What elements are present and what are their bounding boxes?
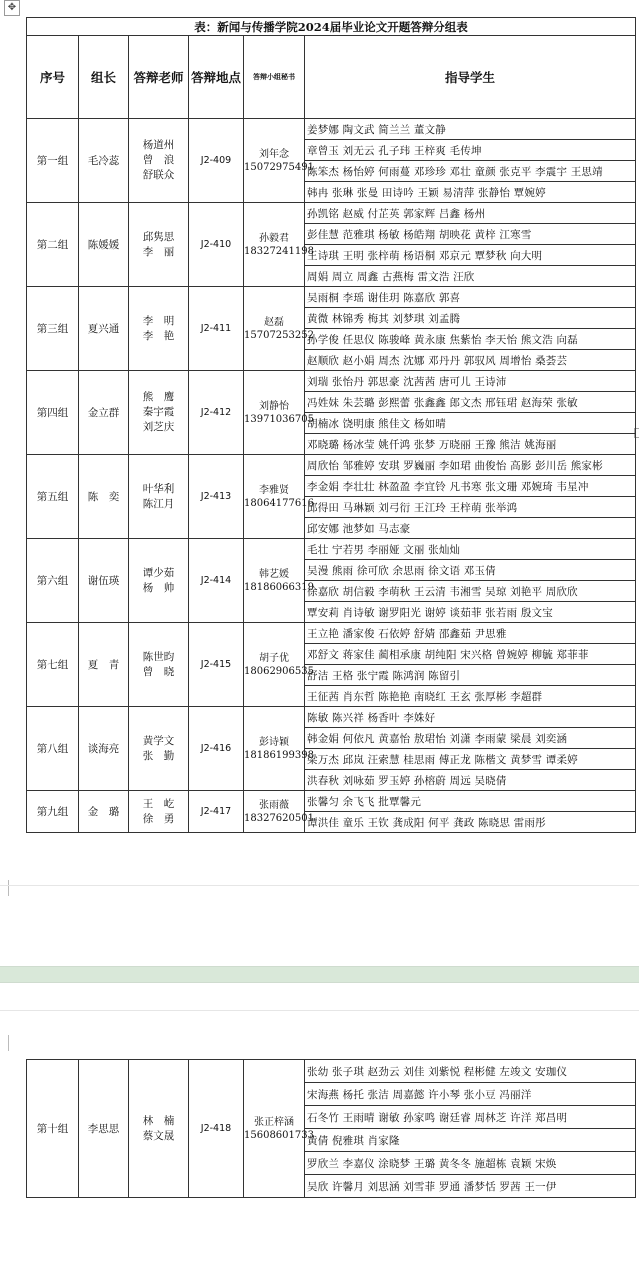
table-row [27, 1060, 636, 1083]
group-teachers [129, 455, 189, 539]
secretary-phone: 13971036705 [244, 413, 314, 425]
secretary-name: 张雨薇 [259, 799, 289, 811]
student-list-line: 彭佳慧 范雅琪 杨敏 杨皓翔 胡映花 黄梓 江寒雪 [305, 224, 636, 245]
group-leader: 金 璐 [79, 791, 129, 833]
table-row [27, 791, 636, 812]
secretary-phone: 18186199398 [244, 749, 314, 761]
group-number: 第六组 [27, 539, 79, 623]
group-leader: 毛冷蕊 [79, 119, 129, 203]
group-leader: 陈媛媛 [79, 203, 129, 287]
group-number: 第十组 [27, 1060, 79, 1198]
page-corner-mark [8, 880, 9, 896]
student-list-line: 刘瑞 张怡丹 郭思豪 沈茜茜 唐可儿 王诗沛 [305, 371, 636, 392]
teacher-name: 徐 勇 [142, 812, 175, 825]
student-list-line: 徐嘉欣 胡信毅 李萌秋 王云清 韦湘雪 吴琼 刘艳平 周欣欣 [305, 581, 636, 602]
group-secretary [244, 539, 314, 623]
teacher-name: 邱隽思 [142, 230, 175, 243]
table-row [27, 623, 636, 644]
group-leader: 谢伍瑛 [79, 539, 129, 623]
page-gap-bar [0, 966, 639, 983]
student-list-line: 邱安娜 池梦如 马志豪 [305, 518, 636, 539]
teacher-name: 舒联众 [142, 169, 175, 181]
teacher-name: 李 明 [142, 314, 175, 327]
group-location: J2-416 [189, 707, 244, 791]
header-leader: 组长 [79, 36, 129, 119]
student-list-line: 陈笨杰 杨怡婷 何雨蔓 邓珍珍 邓壮 童颜 张克平 李震宇 王思靖 [305, 161, 636, 182]
student-list-line: 石冬竹 王雨晴 谢敏 孙家鸣 谢廷睿 周林芝 许洋 郑昌明 [305, 1106, 636, 1129]
student-list-line: 赵顺欣 赵小娟 周杰 沈娜 邓丹丹 郭驭风 周增怡 桑荟芸 [305, 350, 636, 371]
secretary-phone: 18062906535 [244, 665, 314, 677]
student-list-line: 王征茜 肖东哲 陈艳艳 南晓红 王玄 张厚彬 李超群 [305, 686, 636, 707]
teacher-name: 陈江月 [142, 497, 175, 510]
group-secretary [244, 623, 314, 707]
student-list-line: 洪春秋 刘咏茹 罗玉婷 孙榕蔚 周远 吴晓倩 [305, 770, 636, 791]
teacher-name: 陈世昀 [142, 650, 175, 663]
secretary-name: 彭诗颖 [259, 736, 289, 748]
secretary-name: 刘年念 [259, 148, 289, 160]
secretary-name: 胡子优 [259, 652, 289, 664]
student-list-line: 邓舒文 蒋家佳 蔺相承康 胡纯阳 宋兴格 曾婉婷 柳毓 郑菲菲 [305, 644, 636, 665]
header-secretary: 答辩小组秘书 [244, 36, 305, 119]
student-list-line: 宋海燕 杨托 张洁 周嘉懿 许小琴 张小豆 冯丽洋 [305, 1083, 636, 1106]
secretary-phone: 18327620501 [244, 812, 314, 824]
teacher-name: 李 丽 [142, 245, 175, 258]
secretary-phone: 18064177616 [244, 497, 314, 509]
student-list-line: 张幼 张子琪 赵劲云 刘佳 刘紫悦 程彬健 左竣文 安珈仪 [305, 1060, 636, 1083]
group-leader: 谈海亮 [79, 707, 129, 791]
group-number: 第九组 [27, 791, 79, 833]
teacher-name: 蔡文晟 [142, 1129, 175, 1142]
group-location: J2-412 [189, 371, 244, 455]
header-teacher: 答辩老师 [129, 36, 189, 119]
student-list-line: 吴漫 熊雨 徐可欣 余思雨 徐文语 邓玉倩 [305, 560, 636, 581]
teacher-name: 林 楠 [142, 1114, 175, 1127]
group-secretary [244, 707, 314, 791]
group-secretary [244, 119, 314, 203]
student-list-line: 张馨匀 余飞飞 批覃馨元 [305, 791, 636, 812]
student-list-line: 姜梦娜 陶文武 简兰兰 董文静 [305, 119, 636, 140]
group-secretary [244, 203, 314, 287]
student-list-line: 吴欣 许馨月 刘思涵 刘雪菲 罗通 潘梦恬 罗茜 王一伊 [305, 1175, 636, 1198]
header-no: 序号 [27, 36, 79, 119]
student-list-line: 邱得田 马琳颖 刘弓衍 王江玲 王梓萌 张举鸿 [305, 497, 636, 518]
table-title: 表：新闻与传播学院2024届毕业论文开题答辩分组表 [27, 18, 636, 36]
teacher-name: 叶华利 [142, 482, 175, 495]
student-list-line: 梁万杰 邱岚 汪索慧 桂思雨 傅正龙 陈楷文 黄梦雪 谭柔婷 [305, 749, 636, 770]
header-students: 指导学生 [305, 36, 636, 119]
group-location: J2-411 [189, 287, 244, 371]
group-leader: 李思思 [79, 1060, 129, 1198]
student-list-line: 韩金娟 何依凡 黄嘉怡 敖珺怡 刘潇 李雨蒙 梁晨 刘奕涵 [305, 728, 636, 749]
group-number: 第八组 [27, 707, 79, 791]
group-secretary [244, 371, 314, 455]
group-secretary [244, 287, 314, 371]
student-list-line: 舒洁 王格 张宁霞 陈鸿润 陈留引 [305, 665, 636, 686]
group-number: 第四组 [27, 371, 79, 455]
page-bottom-edge [0, 885, 639, 886]
student-list-line: 孙凯铭 赵威 付芷英 郭家辉 吕鑫 杨州 [305, 203, 636, 224]
table-row [27, 119, 636, 140]
secretary-name: 赵磊 [264, 316, 284, 328]
group-teachers [129, 707, 189, 791]
student-list-line: 吴雨桐 李瑶 谢佳玥 陈嘉欣 郭喜 [305, 287, 636, 308]
group-location: J2-415 [189, 623, 244, 707]
secretary-phone: 15072975491 [244, 161, 314, 173]
page-top-edge [0, 1010, 639, 1011]
group-leader: 金立群 [79, 371, 129, 455]
student-list-line: 韩冉 张琳 张曼 田诗吟 王颖 易清萍 张静怡 覃婉婷 [305, 182, 636, 203]
table-row [27, 455, 636, 476]
group-teachers [129, 287, 189, 371]
student-list-line: 王立艳 潘家俊 石依婷 舒婧 邵鑫茹 尹思雅 [305, 623, 636, 644]
secretary-phone: 18186066319 [244, 581, 314, 593]
student-list-line: 邓晓璐 杨冰莹 姚仟鸿 张梦 万晓丽 王豫 熊洁 姚海丽 [305, 434, 636, 455]
student-list-line: 谭洪佳 童乐 王钦 龚成阳 何平 龚政 陈晓思 雷雨彤 [305, 812, 636, 833]
group-number: 第五组 [27, 455, 79, 539]
teacher-name: 杨 帅 [142, 581, 175, 594]
teacher-name: 谭少茹 [142, 566, 175, 579]
group-teachers [129, 791, 189, 833]
student-list-line: 王诗琪 王明 张梓萌 杨语桐 邓京元 覃梦秋 向大明 [305, 245, 636, 266]
secretary-phone: 15707253252 [244, 329, 314, 341]
group-teachers [129, 623, 189, 707]
group-location: J2-417 [189, 791, 244, 833]
student-list-line: 黄倩 倪雅琪 肖家隆 [305, 1129, 636, 1152]
teacher-name: 王 屹 [142, 797, 175, 810]
student-list-line: 覃安莉 肖诗敏 谢罗阳光 谢婷 谈茹菲 张若雨 殷文宝 [305, 602, 636, 623]
secretary-phone: 15608601733 [244, 1129, 314, 1141]
group-teachers [129, 119, 189, 203]
table-row [27, 371, 636, 392]
group-leader: 夏兴通 [79, 287, 129, 371]
group-number: 第三组 [27, 287, 79, 371]
student-list-line: 胡楠冰 饶明康 熊佳文 杨如晴 [305, 413, 636, 434]
student-list-line: 毛壮 宁若男 李丽娅 文丽 张灿灿 [305, 539, 636, 560]
student-list-line: 冯姓妹 朱芸璐 彭熙蕾 张鑫鑫 郎文杰 邢钰珺 赵海荣 张敏 [305, 392, 636, 413]
teacher-name: 秦宇霞 [142, 406, 175, 418]
teacher-name: 刘芝庆 [142, 421, 175, 433]
table-row [27, 707, 636, 728]
table-row [27, 287, 636, 308]
teacher-name: 熊 鹰 [142, 391, 175, 403]
secretary-name: 韩艺媛 [259, 568, 289, 580]
teacher-name: 杨道州 [142, 139, 175, 151]
group-number: 第二组 [27, 203, 79, 287]
group-secretary [244, 455, 314, 539]
group-secretary [244, 1060, 314, 1198]
teacher-name: 张 勤 [142, 749, 175, 762]
secretary-phone: 18327241198 [244, 245, 314, 257]
group-number: 第一组 [27, 119, 79, 203]
teacher-name: 黄学文 [142, 734, 175, 747]
group-teachers [129, 1060, 189, 1198]
group-location: J2-414 [189, 539, 244, 623]
group-leader: 夏 青 [79, 623, 129, 707]
group-teachers [129, 371, 189, 455]
group-location: J2-410 [189, 203, 244, 287]
group-teachers [129, 539, 189, 623]
grouping-table-continued [26, 1059, 636, 1198]
group-location: J2-409 [189, 119, 244, 203]
group-secretary [244, 791, 314, 833]
student-list-line: 周娟 周立 周鑫 古燕梅 雷文浩 汪欣 [305, 266, 636, 287]
header-location: 答辩地点 [189, 36, 244, 119]
secretary-name: 刘静怡 [259, 400, 289, 412]
teacher-name: 李 艳 [142, 329, 175, 342]
group-location: J2-413 [189, 455, 244, 539]
grouping-table [26, 17, 636, 833]
teacher-name: 曾 晓 [142, 665, 175, 678]
group-number: 第七组 [27, 623, 79, 707]
student-list-line: 周欣怡 邹雅婷 安琪 罗巍丽 李如珺 曲俊怡 高影 彭川岳 熊家彬 [305, 455, 636, 476]
secretary-name: 张正梓涵 [254, 1116, 294, 1128]
student-list-line: 章曾玉 刘无云 孔子玮 王梓爽 毛传坤 [305, 140, 636, 161]
group-leader: 陈 奕 [79, 455, 129, 539]
secretary-name: 李雅贤 [259, 484, 289, 496]
teacher-name: 曾 浪 [142, 154, 175, 166]
secretary-name: 孙毅君 [259, 232, 289, 244]
student-list-line: 陈敏 陈兴祥 杨香叶 李姝好 [305, 707, 636, 728]
student-list-line: 黄微 林锦秀 梅其 刘梦琪 刘孟腾 [305, 308, 636, 329]
student-list-line: 李金娟 李壮壮 林盈盈 李宜铃 凡书寒 张文珊 邓婉琦 韦星冲 [305, 476, 636, 497]
group-teachers [129, 203, 189, 287]
table-row [27, 539, 636, 560]
group-location: J2-418 [189, 1060, 244, 1198]
page-corner-mark [8, 1035, 9, 1051]
student-list-line: 孙学俊 任思仪 陈骏峰 黄永康 焦紫怡 李天怡 熊文浩 向磊 [305, 329, 636, 350]
student-list-line: 罗欣兰 李嘉仪 涂晓梦 王璐 黄冬冬 施超栋 袁颖 宋焕 [305, 1152, 636, 1175]
table-move-handle-icon[interactable]: ✥ [4, 0, 20, 16]
table-row [27, 203, 636, 224]
